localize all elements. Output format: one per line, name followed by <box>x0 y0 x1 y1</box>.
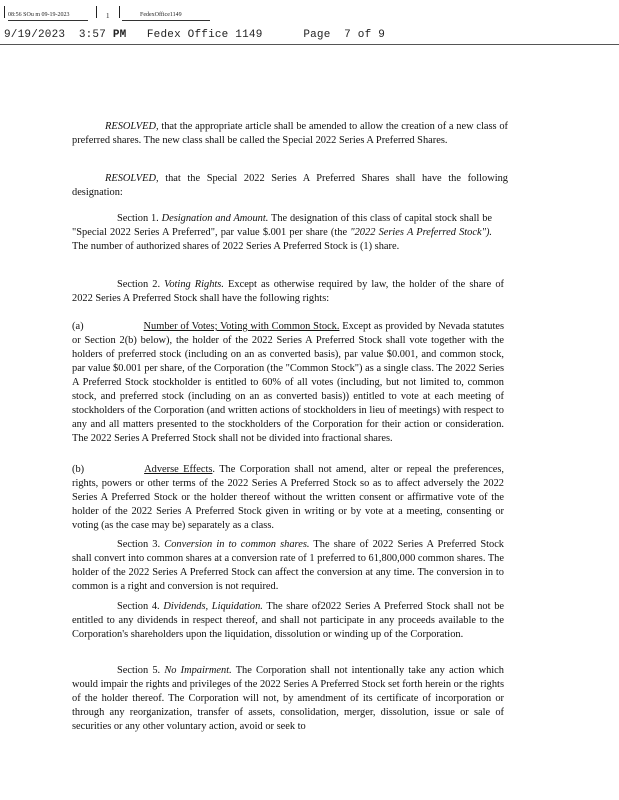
section-number: Section 4. <box>117 601 160 612</box>
item-text: Except as provided by Nevada statutes or Section 2(b) below), the holder of the 2022 Series A Preferred Stock shall vote together with the holders of preferred stock (including on an as converted basis), par value $0.001, and common stock, par value $0.001 per share, of the Corporation (the "Common Stock") as a single class. The 2022 Series A Preferred Stock stockholder is entitled to 60% of all votes (including, but not limited to, common stock, and preferred stock (including on an as converted basis)) entitled to vote at each meeting of stockholders of the Corporation (and written actions of stockholders in lieu of meetings) with respect to any and all matters presented to the stockholders of the Corporation for their action or consideration. The 2022 Series A Preferred Stock shall not be divided into fractional shares. <box>72 321 504 444</box>
page-total: 9 <box>378 29 385 41</box>
of-label: of <box>357 29 372 41</box>
section-5-paragraph <box>72 664 504 734</box>
section-title: Dividends, Liquidation. <box>163 601 263 612</box>
section-3-paragraph <box>72 538 504 594</box>
section-text: Except as otherwise required by law, the holder of the share of 2022 Series A Preferred Stock shall have the following rights: <box>72 279 504 304</box>
section-number: Section 2. <box>117 279 161 290</box>
item-label: (a) <box>72 321 84 332</box>
fax-sender-stamp: FedexOffice1149 <box>140 12 182 18</box>
item-heading: Number of Votes; Voting with Common Stock. <box>143 321 340 332</box>
section-text: The share of 2022 Series A Preferred Stock shall convert into common shares at a conversion rate of 1 preferred to 61,800,000 common shares. The holder of the 2022 Series A Preferred Stock can affect the conversion at any time. The conversion in to common is a right and conversion is not required. <box>72 539 505 592</box>
item-heading: Adverse Effects <box>144 464 213 475</box>
section-title: Conversion in to common shares. <box>164 539 310 550</box>
fax-ampm: PM <box>112 29 127 41</box>
page-label: Page <box>303 29 331 41</box>
item-b-paragraph <box>72 463 504 533</box>
section-title: No Impairment. <box>164 665 232 676</box>
section-text: The share of2022 Series A Preferred Stock shall not be entitled to any dividends in respect thereof, and shall not participate in any proceeds available to the Corporation's shareholders upon the liquidation, dissolution or winding up of the Corporation. <box>72 601 504 640</box>
fax-date: 9/19/2023 <box>4 29 66 41</box>
resolved-lead: RESOLVED, <box>105 121 159 132</box>
section-number: Section 3. <box>117 539 161 550</box>
resolved-paragraph-2 <box>72 172 508 200</box>
item-a-paragraph <box>72 320 504 446</box>
resolved-lead: RESOLVED, <box>105 173 159 184</box>
section-text: The designation of this class of capital stock shall be "Special 2022 Series A Preferred", par value $.001 per share (the <box>72 213 492 238</box>
resolved-text: that the Special 2022 Series A Preferred Shares shall have the following designation: <box>72 173 508 198</box>
section-number: Section 5. <box>117 665 161 676</box>
section-4-paragraph <box>72 600 504 642</box>
section-text: The Corporation shall not intentionally take any action which would impair the rights and privileges of the 2022 Series A Preferred Stock set forth herein or the rights of the holder thereof. The Corporation will not, by amendment of its certificate of incorporation or through any reorganization, transfer of assets, consolidation, merger, dissolution, issue or sale of securities or any other voluntary action, avoid or seek to <box>72 665 504 732</box>
item-text: . The Corporation shall not amend, alter or repeal the preferences, rights, powers or other terms of the 2022 Series A Preferred Stock so as to affect adversely the 2022 Series A Preferred Stock or the holder thereof without the written consent or affirmative vote of the holder of the 2022 Series A Preferred Stock given in writing or by vote at a meeting, consenting or voting (as the case may be) separately as a class. <box>72 464 504 531</box>
item-label: (b) <box>72 464 85 475</box>
section-title: Voting Rights. <box>164 279 224 290</box>
fax-sender: Fedex Office 1149 <box>146 29 263 41</box>
section-text: The number of authorized shares of 2022 Series A Preferred Stock is (1) share. <box>72 241 400 252</box>
page-number: 7 <box>344 29 351 41</box>
fax-time: 3:57 <box>78 29 107 41</box>
resolved-text: that the appropriate article shall be amended to allow the creation of a new class of preferred shares. The new class shall be called the Special 2022 Series A Preferred Shares. <box>72 121 508 146</box>
section-title: Designation and Amount. <box>161 213 269 224</box>
section-number: Section 1. <box>117 213 159 224</box>
section-2-paragraph <box>72 278 504 306</box>
fax-transmit-stamp: 08:56 SOu m 09-19-2023 <box>8 12 70 18</box>
resolved-paragraph-1 <box>72 120 508 148</box>
defined-term: "2022 Series A Preferred Stock"). <box>350 227 492 238</box>
header-mark: 1 <box>106 12 110 20</box>
section-1-paragraph <box>72 212 492 254</box>
